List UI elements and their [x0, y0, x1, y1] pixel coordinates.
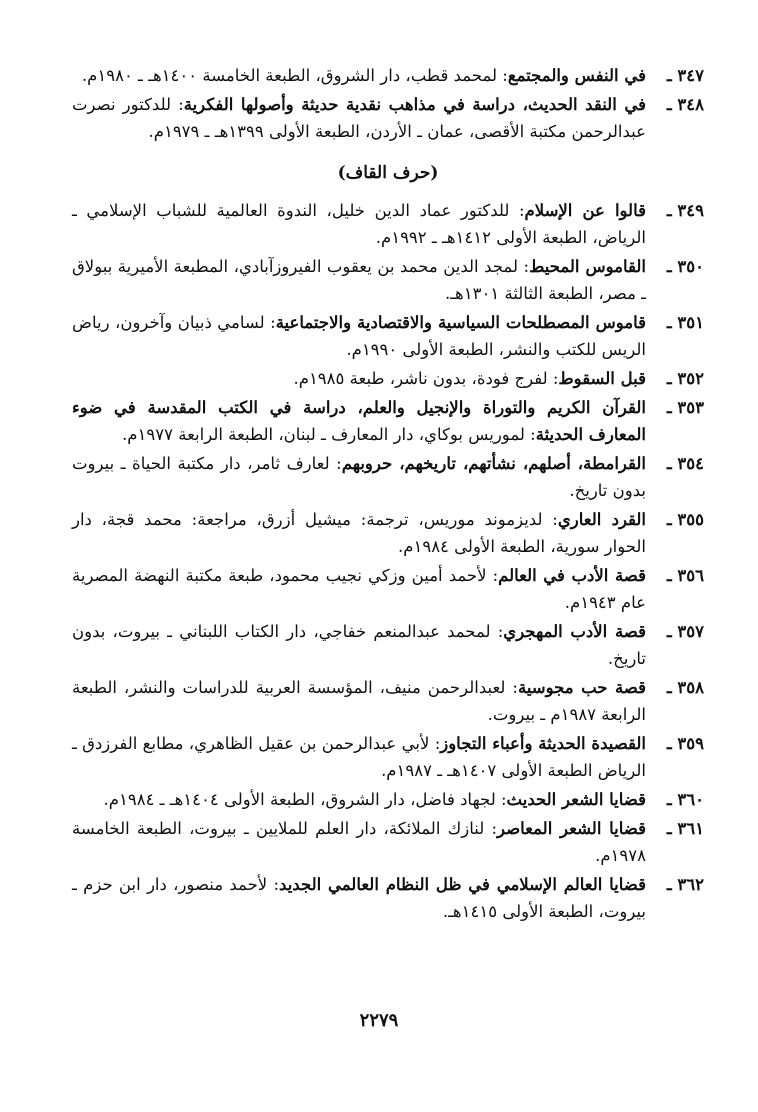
entry-body	[72, 786, 646, 813]
entry-354	[72, 450, 704, 504]
entry-text: : للدكتور نصرت عبدالرحمن مكتبة الأقصى، عمان ـ الأردن، الطبعة الأولى ١٣٩٩هـ ـ ١٩٧٩م.	[72, 95, 646, 141]
entry-353	[72, 394, 704, 448]
entry-number: ٣٦٢ ـ	[666, 875, 704, 894]
entry-347	[72, 62, 704, 89]
entry-text: : لأبي عبدالرحمن بن عقيل الظاهري، مطابع الفرزدق ـ الرياض الطبعة الأولى ١٤٠٧هـ ـ ١٩٨٧م.	[72, 734, 646, 780]
entry-text: : لديزموند موريس، ترجمة: ميشيل أزرق، مراجعة: محمد قجة، دار الحوار سورية، الطبعة الأولى ١٩٨٤م.	[72, 510, 646, 556]
entry-number: ٣٤٨ ـ	[666, 95, 704, 114]
entry-title: قصة حب مجوسية	[517, 678, 646, 697]
bibliography-page	[72, 62, 704, 927]
entry-text: : لموريس بوكاي، دار المعارف ـ لبنان، الطبعة الرابعة ١٩٧٧م.	[122, 425, 536, 444]
entry-number: ٣٥٠ ـ	[666, 257, 704, 276]
entry-number: ٣٥٨ ـ	[666, 678, 704, 697]
entry-358	[72, 674, 704, 728]
entry-number: ٣٤٧ ـ	[666, 66, 704, 85]
entry-text: : لمحمد عبدالمنعم خفاجي، دار الكتاب اللبناني ـ بيروت، بدون تاريخ.	[72, 622, 646, 668]
entry-350	[72, 253, 704, 307]
entry-body	[72, 815, 646, 869]
entry-text: : لمجد الدين محمد بن يعقوب الفيروزآبادي، المطبعة الأميرية ببولاق ـ مصر، الطبعة الثالثة ١٣٠١هـ.	[72, 257, 646, 303]
entry-text: : لنازك الملائكة، دار العلم للملايين ـ بيروت، الطبعة الخامسة ١٩٧٨م.	[72, 819, 646, 865]
entry-title: قصة الأدب في العالم	[498, 566, 646, 585]
entry-number: ٣٥٦ ـ	[666, 566, 704, 585]
entry-title: القرامطة، أصلهم، نشأتهم، تاريخهم، حروبهم	[341, 454, 646, 473]
entry-title: القصيدة الحديثة وأعباء التجاوز	[440, 734, 646, 753]
entry-352	[72, 365, 704, 392]
entry-text: : لعارف ثامر، دار مكتبة الحياة ـ بيروت بدون تاريخ.	[72, 454, 646, 500]
entry-body	[72, 730, 646, 784]
entry-351	[72, 309, 704, 363]
entry-body	[72, 62, 646, 89]
entry-349	[72, 197, 704, 251]
entry-text: : لجهاد فاضل، دار الشروق، الطبعة الأولى ١٤٠٤هـ ـ ١٩٨٤م.	[103, 790, 507, 809]
entry-body	[72, 871, 646, 925]
entry-body	[72, 394, 646, 448]
section-heading: (حرف القاف)	[337, 163, 439, 183]
entry-359	[72, 730, 704, 784]
entry-number: ٣٥١ ـ	[666, 313, 704, 332]
entry-title: قضايا الشعر الحديث	[506, 790, 646, 809]
entry-text: : لأحمد أمين وزكي نجيب محمود، طبعة مكتبة النهضة المصرية عام ١٩٤٣م.	[72, 566, 646, 612]
entry-356	[72, 562, 704, 616]
entry-title: قالوا عن الإسلام	[524, 201, 646, 220]
entry-348	[72, 91, 704, 145]
entry-number: ٣٤٩ ـ	[666, 201, 704, 220]
entry-title: القاموس المحيط	[529, 257, 646, 276]
entry-body	[72, 674, 646, 728]
entry-body	[72, 253, 646, 307]
entry-text: : لأحمد منصور، دار ابن حزم ـ بيروت، الطبعة الأولى ١٤١٥هـ.	[72, 875, 646, 921]
entry-number: ٣٦٠ ـ	[666, 790, 704, 809]
entry-number: ٣٥٢ ـ	[666, 369, 704, 388]
entry-title: قبل السقوط	[558, 369, 646, 388]
entry-number: ٣٥٧ ـ	[666, 622, 704, 641]
entry-title: قصة الأدب المهجري	[503, 622, 646, 641]
entry-body	[72, 618, 646, 672]
entry-title: قضايا العالم الإسلامي في ظل النظام العالمي الجديد	[279, 875, 646, 894]
entry-body	[72, 197, 646, 251]
entry-text: : لسامي ذبيان وآخرون، رياض الريس للكتب والنشر، الطبعة الأولى ١٩٩٠م.	[72, 313, 646, 359]
entry-355	[72, 506, 704, 560]
entry-title: القرد العاري	[557, 510, 647, 529]
entry-body	[72, 309, 646, 363]
entry-number: ٣٥٥ ـ	[666, 510, 704, 529]
entry-body	[72, 562, 646, 616]
entry-number: ٣٥٤ ـ	[666, 454, 704, 473]
entry-357	[72, 618, 704, 672]
entry-title: في النقد الحديث، دراسة في مذاهب نقدية حديثة وأصولها الفكرية	[183, 95, 646, 114]
entry-body	[72, 91, 646, 145]
entry-title: قضايا الشعر المعاصر	[497, 819, 646, 838]
page-number: ٢٢٧٩	[359, 1010, 399, 1031]
entry-title: قاموس المصطلحات السياسية والاقتصادية والاجتماعية	[275, 313, 646, 332]
entry-text: : لعبدالرحمن منيف، المؤسسة العربية للدراسات والنشر، الطبعة الرابعة ١٩٨٧م ـ بيروت.	[72, 678, 646, 724]
entry-text: : لمحمد قطب، دار الشروق، الطبعة الخامسة ١٤٠٠هـ ـ ١٩٨٠م.	[81, 66, 508, 85]
entry-number: ٣٦١ ـ	[666, 819, 704, 838]
entry-362	[72, 871, 704, 925]
entry-text: : لفرج فودة، بدون ناشر، طبعة ١٩٨٥م.	[293, 369, 559, 388]
entry-text: : للدكتور عماد الدين خليل، الندوة العالمية للشباب الإسلامي ـ الرياض، الطبعة الأولى ١٤١٢هـ ـ ١٩٩٢م.	[72, 201, 646, 247]
entry-body	[72, 506, 646, 560]
entry-title: في النفس والمجتمع	[507, 66, 646, 85]
entry-title: القرآن الكريم والتوراة والإنجيل والعلم، دراسة في الكتب المقدسة في ضوء المعارف الحديثة	[72, 398, 646, 444]
entry-number: ٣٥٣ ـ	[666, 398, 704, 417]
entry-body	[72, 365, 646, 392]
entry-361	[72, 815, 704, 869]
entry-360	[72, 786, 704, 813]
entry-body	[72, 450, 646, 504]
entry-number: ٣٥٩ ـ	[666, 734, 704, 753]
